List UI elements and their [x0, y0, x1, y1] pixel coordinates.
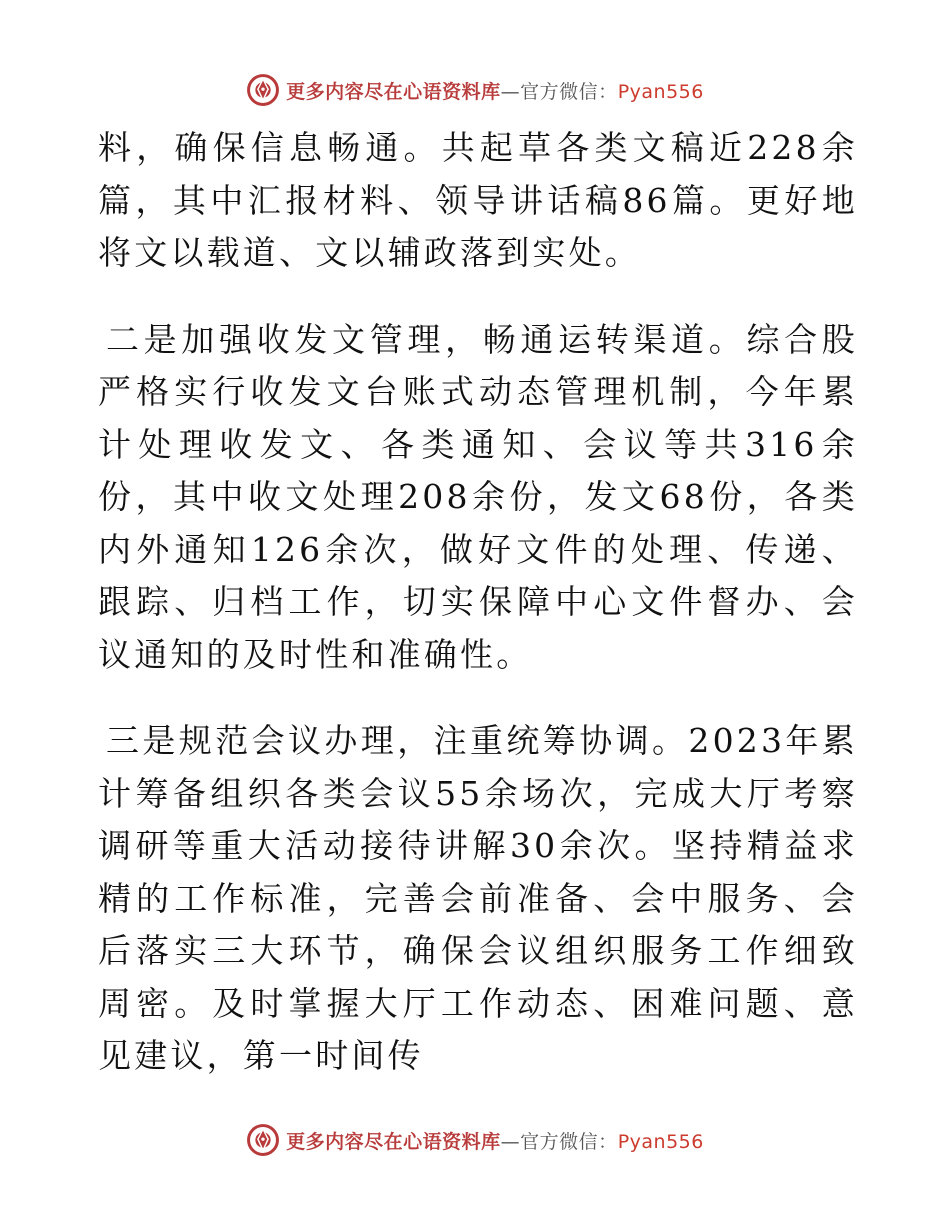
- paragraph-document-management: 二是加强收发文管理，畅通运转渠道。综合股严格实行收发文台账式动态管理机制，今年累计处理收发文、各类通知、会议等共316余份，其中收文处理208余份，发文68份，各类内外通知126余次，做好文件的处理、传递、跟踪、归档工作，切实保障中心文件督办、会议通知的及时性和准确性。: [98, 319, 858, 674]
- footer-wechat-id: Pyan556: [617, 1130, 704, 1153]
- header-wechat-label: 官方微信：: [520, 80, 618, 103]
- footer-wechat-label: 官方微信：: [520, 1130, 618, 1153]
- header-separator: —: [500, 80, 521, 103]
- header-brand: 更多内容尽在心语资料库: [286, 80, 501, 103]
- paragraph-meeting-management: 三是规范会议办理，注重统筹协调。2023年累计筹备组织各类会议55余场次，完成大厅考察调研等重大活动接待讲解30余次。坚持精益求精的工作标准，完善会前准备、会中服务、会后落实三大环节，确保会议组织服务工作细致周密。及时掌握大厅工作动态、困难问题、意见建议，第一时间传: [98, 721, 858, 1075]
- footer-separator: —: [500, 1130, 521, 1153]
- footer-banner-text: [286, 1127, 704, 1154]
- paragraph-continued: 料，确保信息畅通。共起草各类文稿近228余篇，其中汇报材料、领导讲话稿86篇。更好地将文以载道、文以辅政落到实处。: [98, 128, 858, 272]
- pen-nib-logo-icon: [246, 73, 280, 107]
- header-banner: [0, 70, 950, 110]
- document-body: [98, 122, 858, 1083]
- header-wechat-id: Pyan556: [617, 80, 704, 103]
- footer-banner: [0, 1120, 950, 1160]
- footer-brand: 更多内容尽在心语资料库: [286, 1130, 501, 1153]
- pen-nib-logo-icon: [246, 1123, 280, 1157]
- header-banner-text: [286, 77, 704, 104]
